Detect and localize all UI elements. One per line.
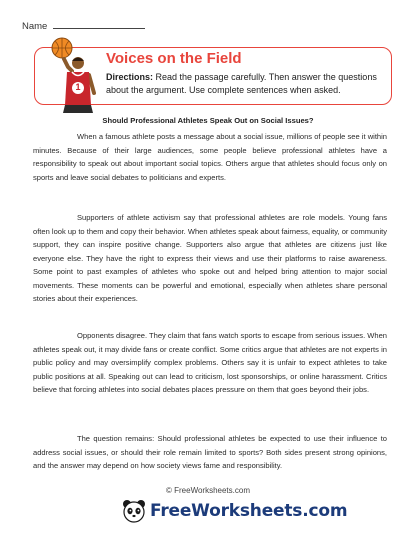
directions-label: Directions: <box>106 72 154 82</box>
passage-paragraph-3: Opponents disagree. They claim that fans watch sports to escape from serious issues. When athletes speak out, it may divide fans or create conflict. Some critics argue that athletes are not experts in public policy and may oversimplify complex problems. Others say it is unfair to expect athletes to take public positions at all. Speaking out can lead to criticism, lost sponsorships, or online harassment. Critics believe that forcing athletes into social debates places pressure on them that goes beyond their jobs. <box>33 331 387 394</box>
logo-text: FreeWorksheets.com <box>150 501 348 521</box>
jersey-number: 1 <box>75 82 81 92</box>
passage-paragraph-2: Supporters of athlete activism say that professional athletes are role models. Young fans often look up to them and copy their behavior. When athletes speak about fairness, equality, or community support, they can inspire positive change. Supporters also argue that athletes are citizens just like everyone else. They have the right to express their views and use their platforms to raise awareness. Some point to past examples of athletes who spoke out and helped bring attention to major social movements. These moments can be powerful and emotional, especially when athletes share personal stories about their experiences. <box>33 213 387 303</box>
directions <box>106 71 384 96</box>
name-blank-line[interactable] <box>53 20 145 29</box>
name-label: Name <box>22 21 48 32</box>
passage-paragraph-4: The question remains: Should professional athletes be expected to use their influence to address social issues, or should their role remain limited to sports? Both sides present strong opinions, and the answer may depend on how society views fame and responsibility. <box>33 434 387 470</box>
passage-title: Should Professional Athletes Speak Out on Social Issues? <box>102 116 314 125</box>
directions-text: Read the passage carefully. Then answer the questions about the argument. Use complete sentences when asked. <box>106 72 377 95</box>
name-field <box>22 20 145 32</box>
footer-copyright: © FreeWorksheets.com <box>166 486 250 495</box>
worksheet-title: Voices on the Field <box>106 50 242 67</box>
footer-logo <box>121 497 347 525</box>
basketball-player-icon <box>34 35 106 113</box>
passage-paragraph-1: When a famous athlete posts a message about a social issue, millions of people see it within minutes. Because of their large audiences, some people believe professional athletes have a responsibility to speak out about important social topics. Others argue that athletes should focus only on sports and leave social debates to politicians and experts. <box>33 132 387 182</box>
panda-icon <box>121 498 147 524</box>
